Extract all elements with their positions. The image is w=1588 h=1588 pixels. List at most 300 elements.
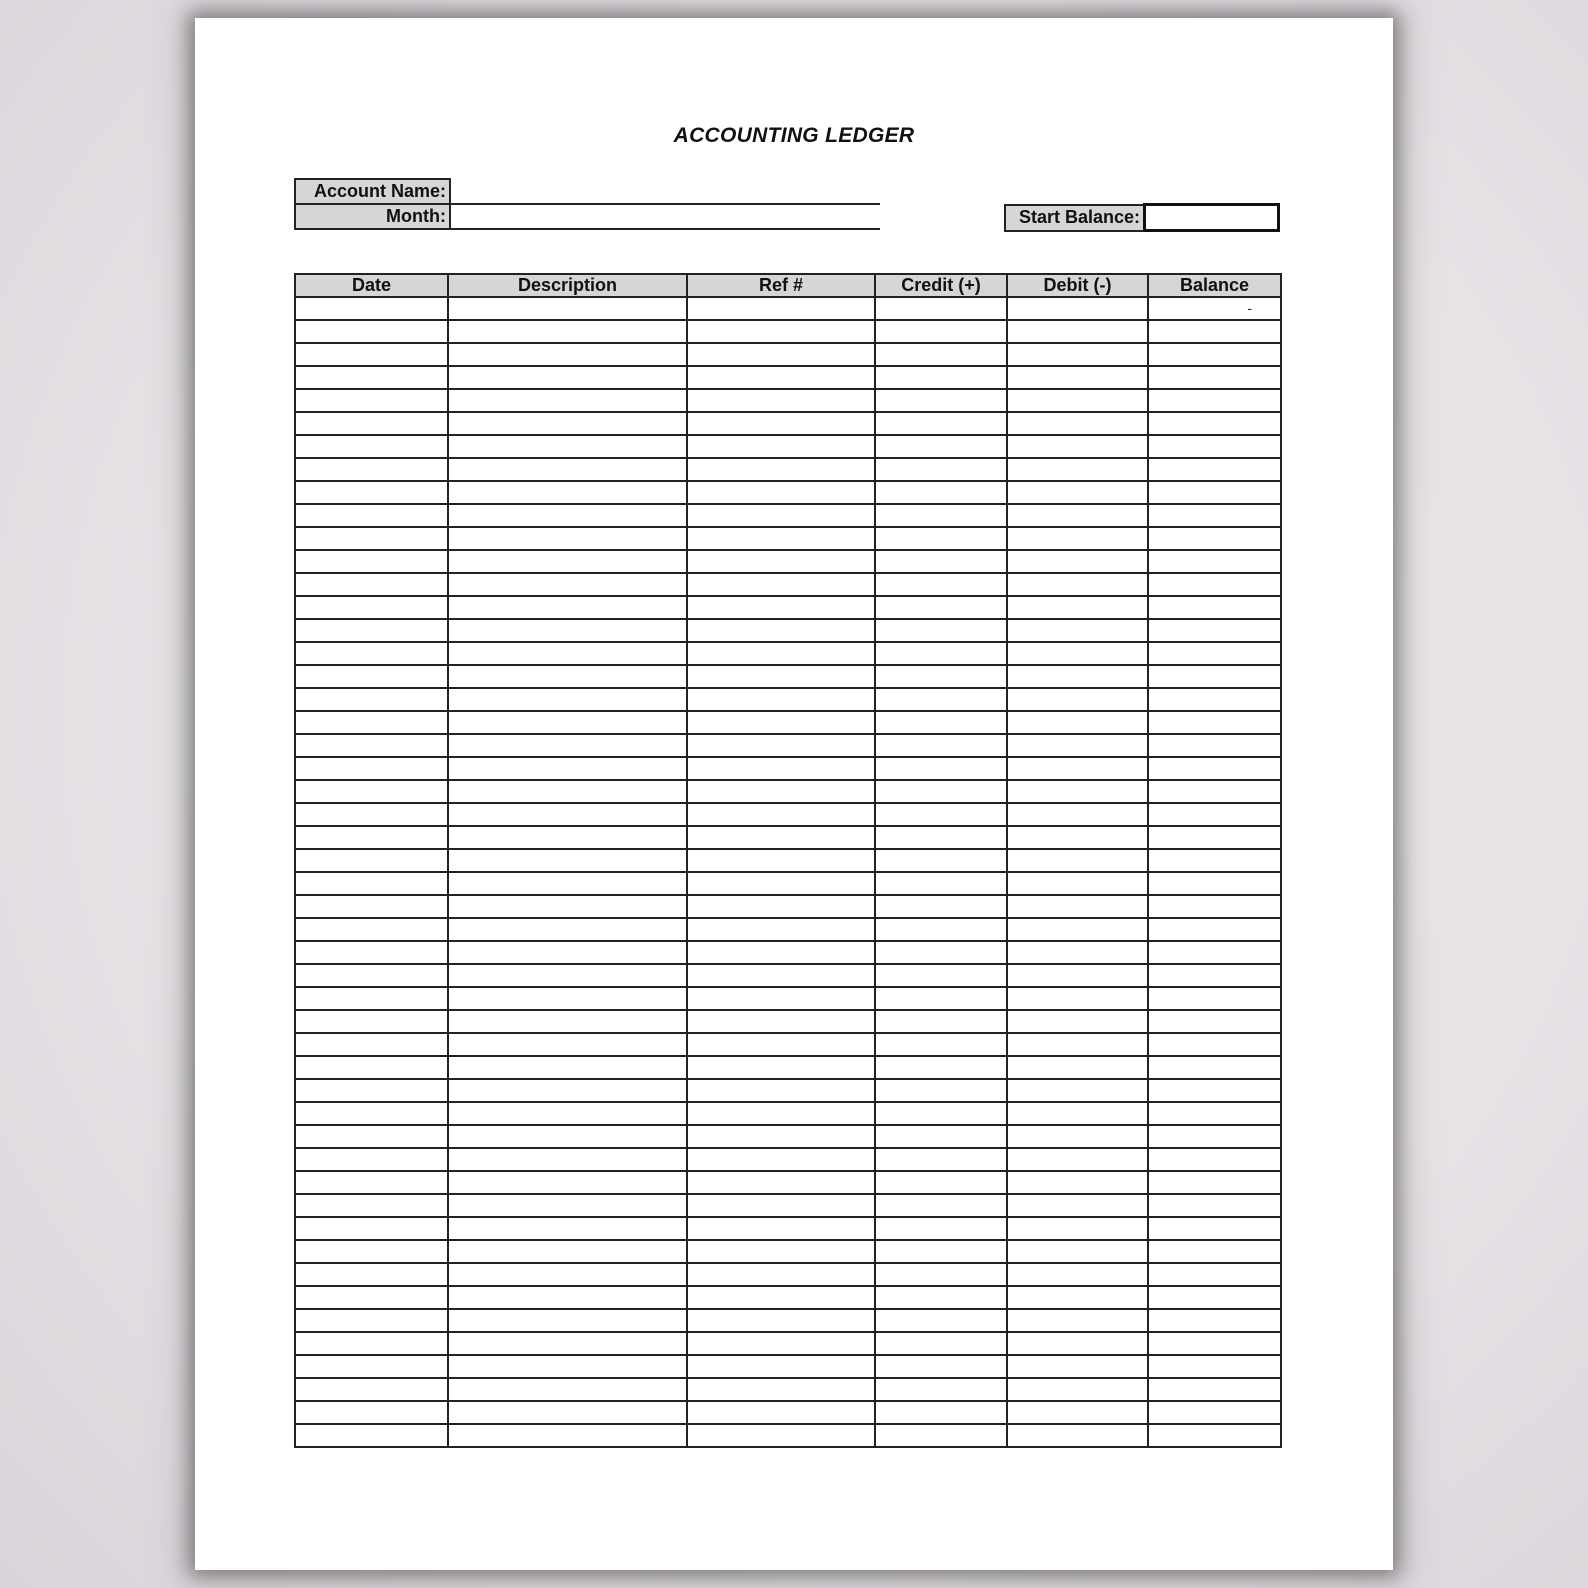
cell-debit[interactable] xyxy=(1007,1125,1148,1148)
cell-description[interactable] xyxy=(448,688,687,711)
cell-date[interactable] xyxy=(295,711,448,734)
cell-debit[interactable] xyxy=(1007,527,1148,550)
cell-balance[interactable] xyxy=(1148,872,1281,895)
cell-credit[interactable] xyxy=(875,458,1007,481)
cell-ref[interactable] xyxy=(687,527,875,550)
cell-balance[interactable] xyxy=(1148,1355,1281,1378)
cell-credit[interactable] xyxy=(875,1424,1007,1447)
cell-ref[interactable] xyxy=(687,1240,875,1263)
cell-description[interactable] xyxy=(448,1148,687,1171)
cell-ref[interactable] xyxy=(687,596,875,619)
cell-description[interactable] xyxy=(448,435,687,458)
cell-description[interactable] xyxy=(448,826,687,849)
cell-date[interactable] xyxy=(295,665,448,688)
cell-debit[interactable] xyxy=(1007,1171,1148,1194)
cell-ref[interactable] xyxy=(687,435,875,458)
cell-balance[interactable] xyxy=(1148,458,1281,481)
cell-debit[interactable] xyxy=(1007,711,1148,734)
cell-date[interactable] xyxy=(295,1194,448,1217)
cell-debit[interactable] xyxy=(1007,343,1148,366)
cell-date[interactable] xyxy=(295,527,448,550)
cell-date[interactable] xyxy=(295,1355,448,1378)
cell-credit[interactable] xyxy=(875,1309,1007,1332)
cell-credit[interactable] xyxy=(875,481,1007,504)
cell-balance[interactable] xyxy=(1148,573,1281,596)
cell-date[interactable] xyxy=(295,1263,448,1286)
cell-credit[interactable] xyxy=(875,297,1007,320)
cell-debit[interactable] xyxy=(1007,389,1148,412)
cell-debit[interactable] xyxy=(1007,987,1148,1010)
cell-debit[interactable] xyxy=(1007,918,1148,941)
cell-debit[interactable] xyxy=(1007,1056,1148,1079)
cell-credit[interactable] xyxy=(875,435,1007,458)
cell-ref[interactable] xyxy=(687,1033,875,1056)
cell-description[interactable] xyxy=(448,849,687,872)
cell-debit[interactable] xyxy=(1007,1194,1148,1217)
cell-debit[interactable] xyxy=(1007,1355,1148,1378)
cell-credit[interactable] xyxy=(875,1010,1007,1033)
cell-credit[interactable] xyxy=(875,550,1007,573)
cell-credit[interactable] xyxy=(875,1125,1007,1148)
cell-credit[interactable] xyxy=(875,1286,1007,1309)
cell-date[interactable] xyxy=(295,619,448,642)
cell-balance[interactable] xyxy=(1148,1125,1281,1148)
cell-debit[interactable] xyxy=(1007,435,1148,458)
cell-description[interactable] xyxy=(448,1378,687,1401)
cell-description[interactable] xyxy=(448,527,687,550)
cell-date[interactable] xyxy=(295,734,448,757)
cell-ref[interactable] xyxy=(687,803,875,826)
cell-description[interactable] xyxy=(448,1355,687,1378)
cell-credit[interactable] xyxy=(875,1079,1007,1102)
cell-debit[interactable] xyxy=(1007,596,1148,619)
cell-date[interactable] xyxy=(295,1171,448,1194)
cell-ref[interactable] xyxy=(687,895,875,918)
cell-ref[interactable] xyxy=(687,987,875,1010)
cell-description[interactable] xyxy=(448,596,687,619)
cell-ref[interactable] xyxy=(687,320,875,343)
cell-date[interactable] xyxy=(295,826,448,849)
cell-description[interactable] xyxy=(448,1033,687,1056)
cell-description[interactable] xyxy=(448,1079,687,1102)
cell-debit[interactable] xyxy=(1007,826,1148,849)
cell-balance[interactable] xyxy=(1148,366,1281,389)
cell-ref[interactable] xyxy=(687,1125,875,1148)
cell-debit[interactable] xyxy=(1007,481,1148,504)
cell-description[interactable] xyxy=(448,941,687,964)
cell-description[interactable] xyxy=(448,573,687,596)
cell-balance[interactable] xyxy=(1148,412,1281,435)
cell-date[interactable] xyxy=(295,435,448,458)
cell-description[interactable] xyxy=(448,550,687,573)
cell-ref[interactable] xyxy=(687,1263,875,1286)
cell-balance[interactable] xyxy=(1148,1332,1281,1355)
cell-description[interactable] xyxy=(448,803,687,826)
cell-credit[interactable] xyxy=(875,780,1007,803)
cell-balance[interactable] xyxy=(1148,964,1281,987)
cell-ref[interactable] xyxy=(687,665,875,688)
cell-credit[interactable] xyxy=(875,872,1007,895)
cell-date[interactable] xyxy=(295,297,448,320)
cell-description[interactable] xyxy=(448,504,687,527)
cell-description[interactable] xyxy=(448,1056,687,1079)
cell-date[interactable] xyxy=(295,481,448,504)
cell-date[interactable] xyxy=(295,573,448,596)
cell-date[interactable] xyxy=(295,964,448,987)
cell-balance[interactable] xyxy=(1148,1217,1281,1240)
cell-debit[interactable] xyxy=(1007,941,1148,964)
cell-debit[interactable] xyxy=(1007,849,1148,872)
cell-credit[interactable] xyxy=(875,1171,1007,1194)
cell-description[interactable] xyxy=(448,1332,687,1355)
cell-debit[interactable] xyxy=(1007,1148,1148,1171)
cell-credit[interactable] xyxy=(875,1217,1007,1240)
cell-credit[interactable] xyxy=(875,619,1007,642)
cell-ref[interactable] xyxy=(687,481,875,504)
cell-date[interactable] xyxy=(295,458,448,481)
cell-description[interactable] xyxy=(448,1102,687,1125)
cell-ref[interactable] xyxy=(687,573,875,596)
cell-balance[interactable] xyxy=(1148,596,1281,619)
month-field[interactable] xyxy=(450,204,880,229)
cell-ref[interactable] xyxy=(687,918,875,941)
cell-date[interactable] xyxy=(295,320,448,343)
cell-description[interactable] xyxy=(448,642,687,665)
cell-ref[interactable] xyxy=(687,366,875,389)
cell-balance[interactable] xyxy=(1148,1079,1281,1102)
cell-date[interactable] xyxy=(295,1309,448,1332)
cell-debit[interactable] xyxy=(1007,665,1148,688)
cell-description[interactable] xyxy=(448,1240,687,1263)
cell-balance[interactable] xyxy=(1148,527,1281,550)
cell-credit[interactable] xyxy=(875,826,1007,849)
cell-credit[interactable] xyxy=(875,849,1007,872)
cell-credit[interactable] xyxy=(875,1102,1007,1125)
cell-ref[interactable] xyxy=(687,1056,875,1079)
cell-debit[interactable] xyxy=(1007,1102,1148,1125)
cell-ref[interactable] xyxy=(687,642,875,665)
cell-description[interactable] xyxy=(448,320,687,343)
cell-debit[interactable] xyxy=(1007,619,1148,642)
cell-balance[interactable] xyxy=(1148,1010,1281,1033)
cell-ref[interactable] xyxy=(687,1010,875,1033)
cell-credit[interactable] xyxy=(875,1148,1007,1171)
cell-balance[interactable] xyxy=(1148,734,1281,757)
cell-description[interactable] xyxy=(448,297,687,320)
cell-ref[interactable] xyxy=(687,1286,875,1309)
cell-description[interactable] xyxy=(448,964,687,987)
cell-debit[interactable] xyxy=(1007,1010,1148,1033)
cell-ref[interactable] xyxy=(687,757,875,780)
cell-balance[interactable] xyxy=(1148,918,1281,941)
cell-description[interactable] xyxy=(448,619,687,642)
cell-credit[interactable] xyxy=(875,757,1007,780)
cell-balance[interactable] xyxy=(1148,757,1281,780)
cell-credit[interactable] xyxy=(875,1056,1007,1079)
cell-balance[interactable] xyxy=(1148,1033,1281,1056)
cell-date[interactable] xyxy=(295,366,448,389)
cell-date[interactable] xyxy=(295,1286,448,1309)
cell-ref[interactable] xyxy=(687,1401,875,1424)
cell-debit[interactable] xyxy=(1007,895,1148,918)
cell-debit[interactable] xyxy=(1007,550,1148,573)
cell-date[interactable] xyxy=(295,389,448,412)
cell-credit[interactable] xyxy=(875,688,1007,711)
cell-date[interactable] xyxy=(295,1148,448,1171)
cell-description[interactable] xyxy=(448,343,687,366)
cell-ref[interactable] xyxy=(687,872,875,895)
cell-date[interactable] xyxy=(295,1332,448,1355)
cell-description[interactable] xyxy=(448,412,687,435)
cell-balance[interactable] xyxy=(1148,1286,1281,1309)
cell-credit[interactable] xyxy=(875,642,1007,665)
cell-credit[interactable] xyxy=(875,1194,1007,1217)
cell-date[interactable] xyxy=(295,1102,448,1125)
cell-debit[interactable] xyxy=(1007,688,1148,711)
cell-balance[interactable] xyxy=(1148,1424,1281,1447)
cell-ref[interactable] xyxy=(687,412,875,435)
cell-balance[interactable] xyxy=(1148,1378,1281,1401)
cell-description[interactable] xyxy=(448,757,687,780)
cell-description[interactable] xyxy=(448,780,687,803)
cell-ref[interactable] xyxy=(687,1194,875,1217)
cell-ref[interactable] xyxy=(687,941,875,964)
cell-debit[interactable] xyxy=(1007,872,1148,895)
cell-description[interactable] xyxy=(448,1125,687,1148)
cell-ref[interactable] xyxy=(687,1309,875,1332)
cell-date[interactable] xyxy=(295,1010,448,1033)
cell-debit[interactable] xyxy=(1007,573,1148,596)
cell-debit[interactable] xyxy=(1007,458,1148,481)
cell-debit[interactable] xyxy=(1007,1378,1148,1401)
cell-balance[interactable] xyxy=(1148,619,1281,642)
cell-debit[interactable] xyxy=(1007,1332,1148,1355)
cell-debit[interactable] xyxy=(1007,504,1148,527)
cell-debit[interactable] xyxy=(1007,1401,1148,1424)
cell-balance[interactable] xyxy=(1148,481,1281,504)
account-name-field[interactable] xyxy=(450,179,880,204)
cell-description[interactable] xyxy=(448,711,687,734)
cell-ref[interactable] xyxy=(687,458,875,481)
cell-date[interactable] xyxy=(295,987,448,1010)
cell-credit[interactable] xyxy=(875,734,1007,757)
cell-description[interactable] xyxy=(448,918,687,941)
cell-debit[interactable] xyxy=(1007,1033,1148,1056)
cell-credit[interactable] xyxy=(875,895,1007,918)
cell-credit[interactable] xyxy=(875,527,1007,550)
cell-ref[interactable] xyxy=(687,711,875,734)
cell-balance[interactable] xyxy=(1148,1309,1281,1332)
cell-balance[interactable] xyxy=(1148,435,1281,458)
cell-ref[interactable] xyxy=(687,1217,875,1240)
cell-balance[interactable] xyxy=(1148,711,1281,734)
cell-debit[interactable] xyxy=(1007,642,1148,665)
cell-ref[interactable] xyxy=(687,1148,875,1171)
cell-balance[interactable] xyxy=(1148,1102,1281,1125)
cell-date[interactable] xyxy=(295,343,448,366)
cell-debit[interactable] xyxy=(1007,1240,1148,1263)
cell-debit[interactable] xyxy=(1007,1217,1148,1240)
cell-credit[interactable] xyxy=(875,504,1007,527)
cell-date[interactable] xyxy=(295,1378,448,1401)
cell-ref[interactable] xyxy=(687,780,875,803)
cell-credit[interactable] xyxy=(875,1033,1007,1056)
cell-credit[interactable] xyxy=(875,941,1007,964)
cell-description[interactable] xyxy=(448,1171,687,1194)
cell-description[interactable] xyxy=(448,458,687,481)
cell-date[interactable] xyxy=(295,872,448,895)
cell-credit[interactable] xyxy=(875,711,1007,734)
cell-date[interactable] xyxy=(295,849,448,872)
cell-balance[interactable] xyxy=(1148,1171,1281,1194)
cell-date[interactable] xyxy=(295,1079,448,1102)
cell-description[interactable] xyxy=(448,1217,687,1240)
cell-description[interactable] xyxy=(448,987,687,1010)
cell-debit[interactable] xyxy=(1007,1286,1148,1309)
cell-credit[interactable] xyxy=(875,1355,1007,1378)
cell-ref[interactable] xyxy=(687,550,875,573)
cell-debit[interactable] xyxy=(1007,320,1148,343)
cell-balance[interactable] xyxy=(1148,849,1281,872)
cell-date[interactable] xyxy=(295,1424,448,1447)
cell-balance[interactable] xyxy=(1148,1148,1281,1171)
cell-credit[interactable] xyxy=(875,1332,1007,1355)
cell-credit[interactable] xyxy=(875,412,1007,435)
cell-ref[interactable] xyxy=(687,1171,875,1194)
cell-ref[interactable] xyxy=(687,826,875,849)
cell-description[interactable] xyxy=(448,872,687,895)
cell-balance[interactable] xyxy=(1148,504,1281,527)
cell-date[interactable] xyxy=(295,688,448,711)
cell-ref[interactable] xyxy=(687,688,875,711)
cell-ref[interactable] xyxy=(687,619,875,642)
cell-balance[interactable] xyxy=(1148,803,1281,826)
cell-description[interactable] xyxy=(448,481,687,504)
cell-balance[interactable] xyxy=(1148,320,1281,343)
cell-credit[interactable] xyxy=(875,803,1007,826)
cell-description[interactable] xyxy=(448,1401,687,1424)
cell-credit[interactable] xyxy=(875,665,1007,688)
cell-balance[interactable] xyxy=(1148,665,1281,688)
cell-description[interactable] xyxy=(448,1263,687,1286)
cell-ref[interactable] xyxy=(687,1102,875,1125)
cell-debit[interactable] xyxy=(1007,1424,1148,1447)
cell-description[interactable] xyxy=(448,665,687,688)
cell-credit[interactable] xyxy=(875,596,1007,619)
cell-debit[interactable] xyxy=(1007,412,1148,435)
cell-date[interactable] xyxy=(295,803,448,826)
cell-balance[interactable]: - xyxy=(1148,297,1281,320)
cell-debit[interactable] xyxy=(1007,366,1148,389)
cell-debit[interactable] xyxy=(1007,803,1148,826)
cell-date[interactable] xyxy=(295,550,448,573)
cell-date[interactable] xyxy=(295,642,448,665)
cell-credit[interactable] xyxy=(875,918,1007,941)
cell-debit[interactable] xyxy=(1007,964,1148,987)
cell-date[interactable] xyxy=(295,1033,448,1056)
cell-description[interactable] xyxy=(448,734,687,757)
cell-credit[interactable] xyxy=(875,987,1007,1010)
cell-description[interactable] xyxy=(448,389,687,412)
cell-description[interactable] xyxy=(448,1424,687,1447)
cell-ref[interactable] xyxy=(687,734,875,757)
cell-debit[interactable] xyxy=(1007,757,1148,780)
start-balance-field[interactable] xyxy=(1145,205,1279,231)
cell-date[interactable] xyxy=(295,412,448,435)
cell-description[interactable] xyxy=(448,366,687,389)
cell-description[interactable] xyxy=(448,1010,687,1033)
cell-description[interactable] xyxy=(448,1194,687,1217)
cell-balance[interactable] xyxy=(1148,550,1281,573)
cell-debit[interactable] xyxy=(1007,1309,1148,1332)
cell-ref[interactable] xyxy=(687,504,875,527)
cell-debit[interactable] xyxy=(1007,1079,1148,1102)
cell-credit[interactable] xyxy=(875,343,1007,366)
cell-credit[interactable] xyxy=(875,366,1007,389)
cell-balance[interactable] xyxy=(1148,1263,1281,1286)
cell-credit[interactable] xyxy=(875,573,1007,596)
cell-date[interactable] xyxy=(295,1125,448,1148)
cell-balance[interactable] xyxy=(1148,1056,1281,1079)
cell-balance[interactable] xyxy=(1148,780,1281,803)
cell-description[interactable] xyxy=(448,1309,687,1332)
cell-debit[interactable] xyxy=(1007,780,1148,803)
cell-balance[interactable] xyxy=(1148,1401,1281,1424)
cell-credit[interactable] xyxy=(875,1378,1007,1401)
cell-debit[interactable] xyxy=(1007,734,1148,757)
cell-date[interactable] xyxy=(295,504,448,527)
cell-ref[interactable] xyxy=(687,1378,875,1401)
cell-date[interactable] xyxy=(295,757,448,780)
cell-ref[interactable] xyxy=(687,297,875,320)
cell-balance[interactable] xyxy=(1148,642,1281,665)
cell-credit[interactable] xyxy=(875,964,1007,987)
cell-date[interactable] xyxy=(295,780,448,803)
cell-ref[interactable] xyxy=(687,1332,875,1355)
cell-date[interactable] xyxy=(295,596,448,619)
cell-balance[interactable] xyxy=(1148,1240,1281,1263)
cell-description[interactable] xyxy=(448,1286,687,1309)
cell-debit[interactable] xyxy=(1007,297,1148,320)
cell-credit[interactable] xyxy=(875,1240,1007,1263)
cell-balance[interactable] xyxy=(1148,941,1281,964)
cell-ref[interactable] xyxy=(687,1079,875,1102)
cell-balance[interactable] xyxy=(1148,1194,1281,1217)
cell-credit[interactable] xyxy=(875,389,1007,412)
cell-balance[interactable] xyxy=(1148,895,1281,918)
cell-credit[interactable] xyxy=(875,1401,1007,1424)
cell-balance[interactable] xyxy=(1148,389,1281,412)
cell-debit[interactable] xyxy=(1007,1263,1148,1286)
cell-date[interactable] xyxy=(295,1056,448,1079)
cell-date[interactable] xyxy=(295,941,448,964)
cell-date[interactable] xyxy=(295,895,448,918)
cell-ref[interactable] xyxy=(687,1355,875,1378)
cell-ref[interactable] xyxy=(687,1424,875,1447)
cell-balance[interactable] xyxy=(1148,987,1281,1010)
cell-balance[interactable] xyxy=(1148,688,1281,711)
cell-date[interactable] xyxy=(295,1401,448,1424)
cell-date[interactable] xyxy=(295,1217,448,1240)
cell-ref[interactable] xyxy=(687,343,875,366)
cell-credit[interactable] xyxy=(875,1263,1007,1286)
cell-description[interactable] xyxy=(448,895,687,918)
cell-balance[interactable] xyxy=(1148,826,1281,849)
cell-ref[interactable] xyxy=(687,964,875,987)
cell-ref[interactable] xyxy=(687,389,875,412)
cell-date[interactable] xyxy=(295,918,448,941)
cell-ref[interactable] xyxy=(687,849,875,872)
